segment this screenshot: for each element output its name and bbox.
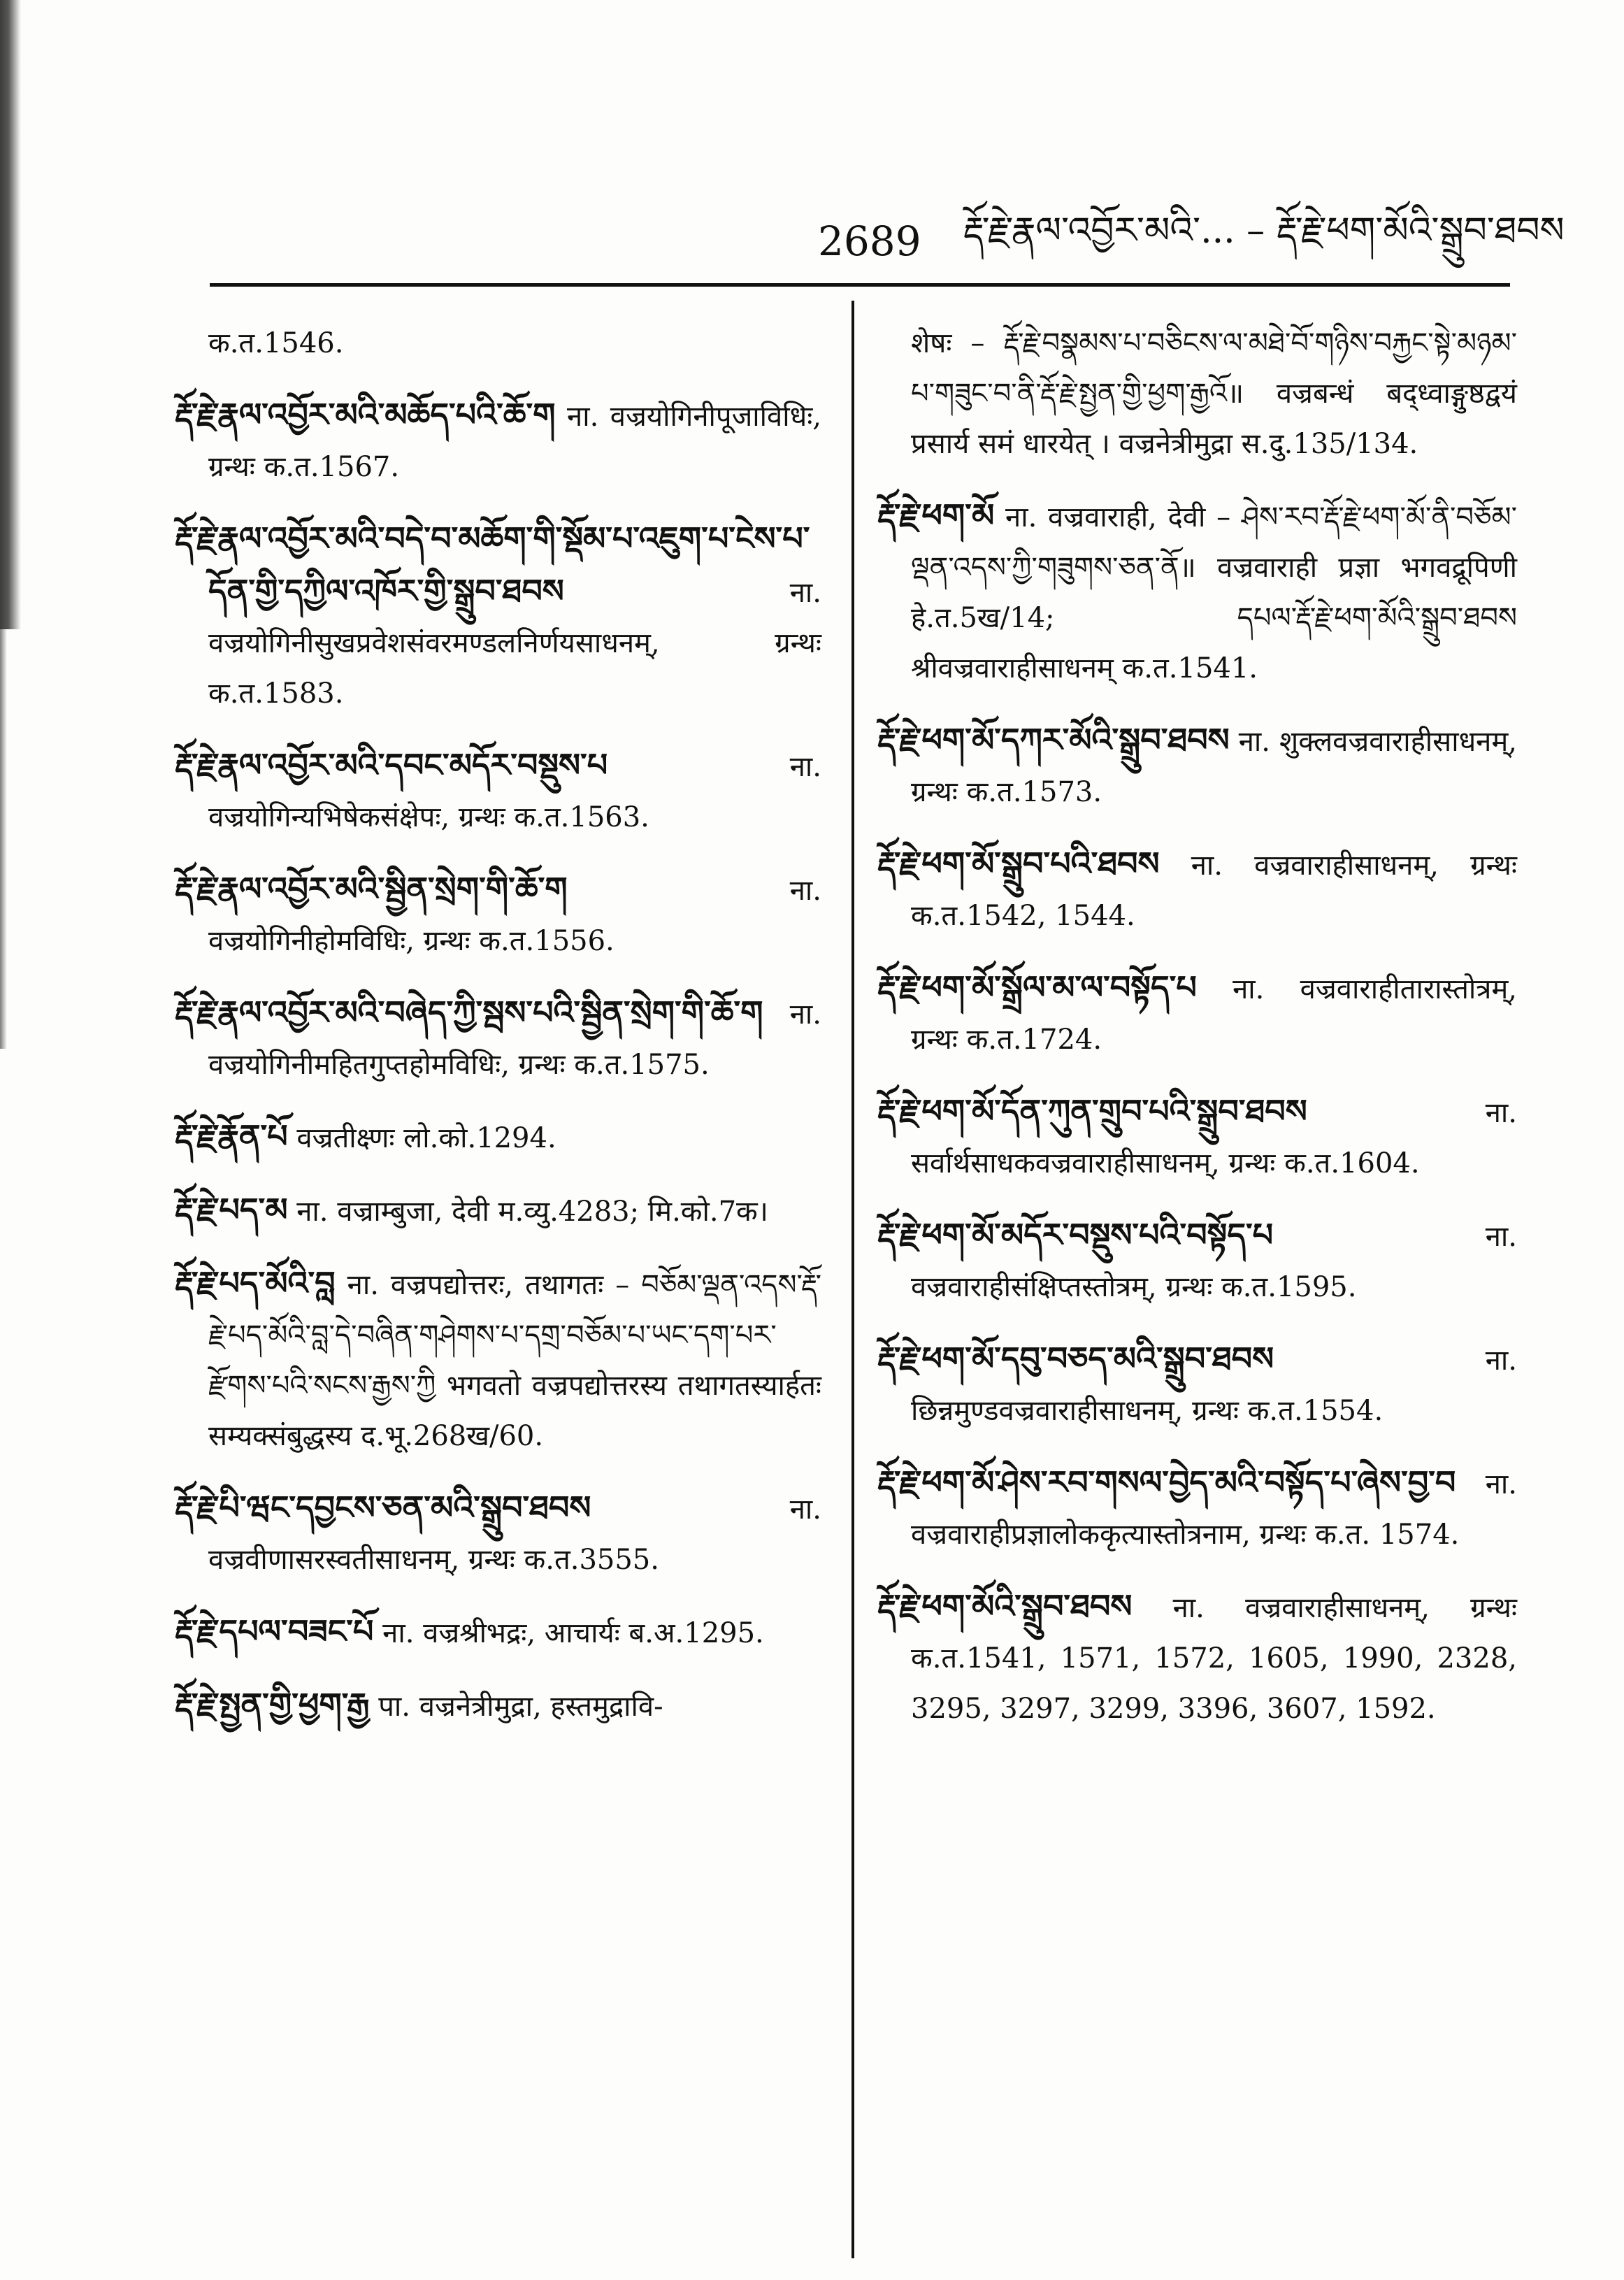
scan-shadow-lower — [0, 629, 7, 1049]
entry-headword: རྡོ་རྗེ་ཕག་མོ་དཀར་མོའི་སྒྲུབ་ཐབས — [877, 721, 1230, 759]
page-header — [818, 210, 1565, 273]
entry-definition: क.त.1546. — [208, 327, 344, 359]
entry-definition: ना. वज्रयोगिनीमहितगुप्तहोमविधिः, ग्रन्थः क.त.1575. — [208, 998, 821, 1081]
dictionary-entry — [877, 1581, 1517, 1734]
entry-headword: རྡོ་རྗེ་ཕག་མོ་དོན་ཀུན་གྲུབ་པའི་སྒྲུབ་ཐབས — [877, 1092, 1307, 1130]
entry-headword: རྡོ་རྗེ་ཕག་མོ་སྒྲོལ་མ་ལ་བསྟོད་པ — [877, 968, 1197, 1006]
dictionary-entry — [877, 1457, 1517, 1560]
left-column — [175, 318, 821, 1753]
entry-definition: ना. वज्राम्बुजा, देवी म.व्यु.4283; मि.को.7क। — [296, 1196, 768, 1228]
entry-headword: རྡོ་རྗེ་པད་མ — [175, 1191, 288, 1228]
dictionary-entry — [175, 513, 821, 719]
entry-definition: ना. वज्रवाराहीसाधनम्, ग्रन्थः क.त.1541, 1571, 1572, 1605, 1990, 2328, 3295, 3297, 3299, 3396, 3607, 1592. — [911, 1592, 1517, 1725]
entry-headword: རྡོ་རྗེ་རྣལ་འབྱོར་མའི་དབང་མདོར་བསྡུས་པ — [175, 746, 608, 784]
entry-definition: ना. वज्रयोगिनीसुखप्रवेशसंवरमण्डलनिर्णयसाधनम्, ग्रन्थः क.त.1583. — [208, 577, 821, 710]
entry-definition: ना. वज्रवाराहीसाधनम्, ग्रन्थः क.त.1542, 1544. — [911, 849, 1517, 932]
entry-definition: ना. वज्रपद्योत्तरः, तथागतः – བཅོམ་ལྡན་འདས་རྡོ་རྗེ་པད་མོའི་བླ་དེ་བཞིན་གཤེགས་པ་དགྲ་བཅོམ་པ་ཡང་དག་པར་རྫོགས་པའི་སངས་རྒྱས་ཀྱི भगवतो वज्रपद्योत्तरस्य तथागतस्यार्हतः सम्यक्संबुद्धस्य द.भू.268ख/60. — [208, 1269, 822, 1452]
entry-definition: ना. छिन्नमुण्डवज्रवाराहीसाधनम्, ग्रन्थः क.त.1554. — [911, 1345, 1517, 1427]
dictionary-entry — [175, 1111, 821, 1163]
dictionary-entry — [175, 1606, 821, 1658]
entry-definition: ना. शुक्लवज्रवाराहीसाधनम्, ग्रन्थः क.त.1573. — [911, 726, 1517, 808]
dictionary-entry — [175, 987, 821, 1090]
page-number: 2689 — [818, 217, 921, 265]
dictionary-entry — [877, 838, 1517, 941]
dictionary-entry — [175, 863, 821, 966]
entry-definition: ना. वज्रयोगिन्यभिषेकसंक्षेपः, ग्रन्थः क.त.1563. — [208, 751, 821, 833]
dictionary-entry — [175, 318, 821, 368]
entry-definition: ना. वज्रश्रीभद्रः, आचार्यः ब.अ.1295. — [382, 1617, 764, 1649]
dictionary-entry — [175, 1482, 821, 1585]
entry-definition: पा. वज्रनेत्रीमुद्रा, हस्तमुद्रावि- — [378, 1691, 663, 1723]
dictionary-entry — [877, 962, 1517, 1065]
header-rule — [210, 283, 1510, 287]
entry-headword: རྡོ་རྗེ་ཕག་མོའི་སྒྲུབ་ཐབས — [877, 1587, 1133, 1625]
dictionary-entry — [175, 1184, 821, 1237]
dictionary-entry — [175, 389, 821, 492]
entry-definition: ना. वज्रवाराहीसंक्षिप्तस्तोत्रम्, ग्रन्थः क.त.1595. — [911, 1221, 1517, 1303]
entry-headword: རྡོ་རྗེ་ཕག་མོ་ཤེས་རབ་གསལ་བྱེད་མའི་བསྟོད་པ་ཞེས་བྱ་བ — [877, 1463, 1456, 1501]
entry-definition: शेषः – རྡོ་རྗེ་བསྣམས་པ་བཅིངས་ལ་མཐེ་བོ་གཉིས་བརྐྱང་སྟེ་མཉམ་པ་གཟུང་བ་ནི་རྡོ་རྗེ་སྤྱན་གྱི་ཕྱག་རྒྱའོ॥ वज्रबन्धं बद्ध्वाङ्गुष्ठद्वयं प्रसार्य समं धारयेत् । वज्रनेत्रीमुद्रा स.दु.135/134. — [911, 327, 1517, 460]
entry-definition: ना. वज्रवाराहीप्रज्ञालोककृत्यास्तोत्रनाम, ग्रन्थः क.त. 1574. — [911, 1468, 1517, 1551]
running-head: རྡོ་རྗེ་རྣལ་འབྱོར་མའི་... – རྡོ་རྗེ་ཕག་མོའི་སྒྲུབ་ཐབས — [963, 210, 1565, 252]
dictionary-entry — [877, 715, 1517, 817]
scan-shadow — [0, 0, 21, 629]
entry-headword: རྡོ་རྗེ་ཕག་མོ་དབུ་བཅད་མའི་སྒྲུབ་ཐབས — [877, 1340, 1274, 1377]
entry-headword: རྡོ་རྗེ་ཕག་མོ — [877, 496, 995, 534]
entry-headword: རྡོ་རྗེ་རྣལ་འབྱོར་མའི་བཞེད་ཀྱི་སྦས་པའི་སྦྱིན་སྲེག་གི་ཆོ་ག — [175, 994, 763, 1031]
entry-definition: ना. वज्रवाराहीतारास्तोत्रम्, ग्रन्थः क.त.1724. — [911, 973, 1517, 1056]
dictionary-entry — [175, 740, 821, 843]
entry-headword: རྡོ་རྗེ་ཕག་མོ་མདོར་བསྡུས་པའི་བསྟོད་པ — [877, 1216, 1274, 1254]
entry-definition: ना. वज्रवीणासरस्वतीसाधनम्, ग्रन्थः क.त.3555. — [208, 1493, 821, 1576]
dictionary-entry — [877, 490, 1517, 694]
entry-headword: རྡོ་རྗེ་སྤྱན་གྱི་ཕྱག་རྒྱ — [175, 1686, 370, 1723]
entry-headword: རྡོ་རྗེ་དཔལ་བཟང་པོ — [175, 1612, 374, 1650]
dictionary-entry — [175, 1258, 821, 1461]
column-divider — [851, 301, 854, 2258]
dictionary-entry — [877, 1086, 1517, 1189]
entry-headword: རྡོ་རྗེ་རྣལ་འབྱོར་མའི་བདེ་བ་མཆོག་གི་སྡོམ་པ་འཇུག་པ་ངེས་པ་དོན་གྱི་དཀྱིལ་འཁོར་གྱི་སྒྲུབ་ཐབས — [175, 519, 810, 610]
entry-definition: ना. वज्रयोगिनीहोमविधिः, ग्रन्थः क.त.1556. — [208, 875, 821, 957]
entry-headword: རྡོ་རྗེ་རྣལ་འབྱོར་མའི་མཆོད་པའི་ཆོ་ག — [175, 396, 556, 433]
entry-headword: རྡོ་རྗེ་རྣལ་འབྱོར་མའི་སྦྱིན་སྲེག་གི་ཆོ་ག — [175, 870, 568, 908]
entry-headword: རྡོ་རྗེ་པི་ཝང་དབྱངས་ཅན་མའི་སྒྲུབ་ཐབས — [175, 1489, 591, 1526]
dictionary-entry — [877, 1333, 1517, 1436]
dictionary-entry — [877, 318, 1517, 469]
entry-headword: རྡོ་རྗེ་རྣོན་པོ — [175, 1117, 288, 1155]
entry-definition: ना. वज्रयोगिनीपूजाविधिः, ग्रन्थः क.त.1567. — [208, 401, 821, 483]
dictionary-entry — [877, 1210, 1517, 1312]
entry-definition: वज्रतीक्ष्णः लो.को.1294. — [296, 1122, 556, 1154]
entry-definition: ना. सर्वार्थसाधकवज्रवाराहीसाधनम्, ग्रन्थः क.त.1604. — [911, 1097, 1517, 1180]
right-column — [877, 318, 1517, 1755]
entry-definition: ना. वज्रवाराही, देवी – ཤེས་རབ་རྡོ་རྗེ་ཕག་མོ་ནི་བཅོམ་ལྡན་འདས་ཀྱི་གཟུགས་ཅན་ནོ॥ वज्रवाराही प्रज्ञा भगवद्रूपिणी हे.त.5ख/14; དཔལ་རྡོ་རྗེ་ཕག་མོའི་སྒྲུབ་ཐབས श्रीवज्रवाराहीसाधनम् क.त.1541. — [911, 501, 1517, 684]
dictionary-entry — [175, 1679, 821, 1732]
entry-headword: རྡོ་རྗེ་པད་མོའི་བླ — [175, 1264, 336, 1302]
entry-headword: རྡོ་རྗེ་ཕག་མོ་སྒྲུབ་པའི་ཐབས — [877, 845, 1160, 882]
